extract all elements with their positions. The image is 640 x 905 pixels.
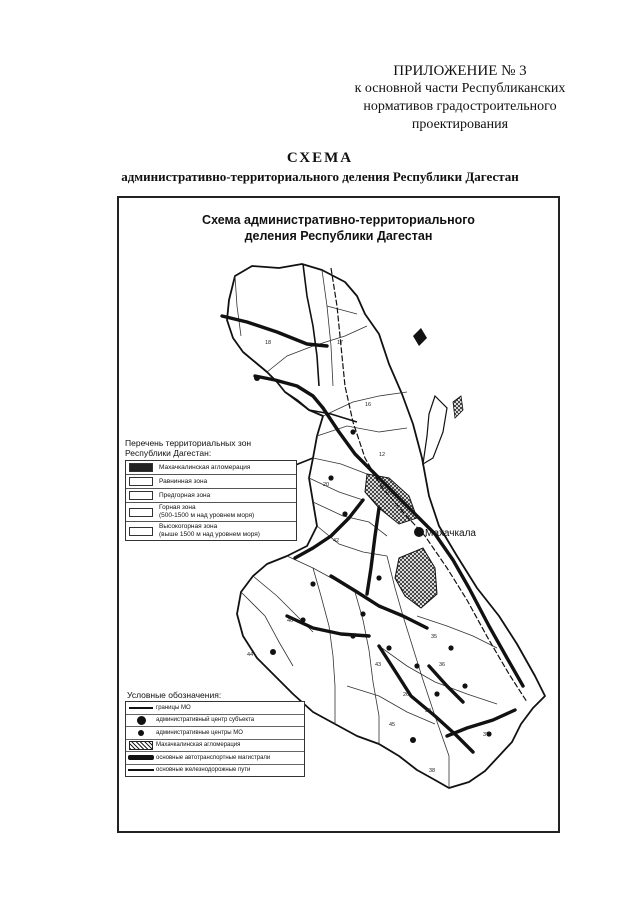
region-number: 12 bbox=[379, 452, 386, 458]
region-number: 37 bbox=[483, 732, 490, 738]
region-number: 45 bbox=[389, 722, 396, 728]
admin-center-dot bbox=[254, 375, 260, 381]
region-number: 30 bbox=[425, 708, 432, 714]
region-number: 35 bbox=[431, 634, 438, 640]
admin-center-dot bbox=[434, 691, 439, 696]
appendix-line: проектирования bbox=[411, 117, 509, 132]
legend-label: основные автотранспортные магистрали bbox=[156, 754, 271, 761]
admin-center-dot bbox=[328, 475, 333, 480]
legend bbox=[125, 701, 305, 777]
legend-label: границы МО bbox=[156, 704, 191, 711]
legend-row bbox=[126, 702, 304, 715]
zone-label-group bbox=[159, 503, 254, 521]
border-line-icon bbox=[129, 707, 153, 709]
region-number: 46 bbox=[287, 618, 294, 624]
zone-row bbox=[126, 522, 296, 540]
road-icon bbox=[128, 755, 154, 760]
admin-center-dot bbox=[350, 633, 355, 638]
legend-label: административные центры МО bbox=[156, 729, 243, 736]
appendix-line: нормативов градостроительного bbox=[363, 99, 557, 114]
legend-label: основные железнодорожные пути bbox=[156, 767, 251, 774]
railway-icon bbox=[128, 769, 154, 771]
map-title-line: Схема административно-территориального bbox=[202, 213, 475, 227]
appendix-title: ПРИЛОЖЕНИЕ № 3 bbox=[393, 63, 527, 79]
scheme-subtitle: административно-территориального деления Республики Дагестан bbox=[121, 169, 519, 184]
zone-swatch bbox=[129, 491, 153, 500]
admin-center-dot bbox=[342, 511, 347, 516]
zone-label: Высокогорная зона bbox=[159, 523, 218, 530]
legend-row bbox=[126, 765, 304, 777]
zone-swatch bbox=[129, 463, 153, 472]
admin-center-dot bbox=[462, 683, 467, 688]
admin-center-dot bbox=[410, 737, 416, 743]
legend-label: Махачкалинская агломерация bbox=[156, 742, 241, 749]
zone-label-group bbox=[159, 522, 260, 540]
zone-label: Горная зона bbox=[159, 504, 196, 511]
region-number: 38 bbox=[429, 768, 436, 774]
admin-center-dot bbox=[310, 581, 315, 586]
scheme-title: СХЕМА bbox=[286, 150, 354, 166]
region-number: 42 bbox=[333, 538, 340, 544]
region-number: 44 bbox=[247, 652, 254, 658]
region-number: 18 bbox=[265, 340, 272, 346]
legend-label: административный центр субъекта bbox=[156, 717, 255, 724]
zone-sublabel: (выше 1500 м над уровнем моря) bbox=[159, 531, 260, 538]
appendix-line: к основной части Республиканских bbox=[354, 81, 566, 96]
map-title-line: деления Республики Дагестан bbox=[244, 229, 433, 243]
zone-row bbox=[126, 461, 296, 475]
zone-row bbox=[126, 489, 296, 503]
legend-row bbox=[126, 752, 304, 765]
legend-row bbox=[126, 740, 304, 753]
admin-center-dot bbox=[386, 645, 391, 650]
capital-dot bbox=[414, 527, 424, 537]
hatch-icon bbox=[129, 741, 153, 750]
zones-heading bbox=[125, 438, 300, 458]
zones-list bbox=[125, 460, 297, 541]
legend-row bbox=[126, 727, 304, 740]
admin-center-dot bbox=[448, 645, 453, 650]
admin-center-dot bbox=[376, 575, 381, 580]
admin-center-dot bbox=[414, 663, 419, 668]
zone-row bbox=[126, 475, 296, 489]
zone-label: Предгорная зона bbox=[159, 491, 211, 499]
region-number: 16 bbox=[365, 402, 372, 408]
admin-center-dot bbox=[300, 617, 305, 622]
region-number: 20 bbox=[323, 482, 330, 488]
zone-swatch bbox=[129, 477, 153, 486]
zone-swatch bbox=[129, 508, 153, 517]
admin-center-dot bbox=[360, 611, 365, 616]
region-number: 26 bbox=[403, 692, 410, 698]
city-label-makhachkala: Махачкала bbox=[425, 528, 476, 539]
region-number: 36 bbox=[439, 662, 446, 668]
zone-row bbox=[126, 503, 296, 522]
zones-heading-line: Республики Дагестан: bbox=[125, 448, 212, 458]
capital-dot-icon bbox=[137, 716, 146, 725]
legend-heading: Условные обозначения: bbox=[127, 690, 222, 700]
appendix-header bbox=[350, 62, 570, 134]
zone-sublabel: (500-1500 м над уровнем моря) bbox=[159, 512, 255, 519]
zone-label: Махачкалинская агломерация bbox=[159, 463, 251, 471]
admin-center-dot-icon bbox=[138, 730, 144, 736]
admin-center-dot bbox=[350, 429, 355, 434]
zone-label: Равнинная зона bbox=[159, 477, 208, 485]
legend-row bbox=[126, 715, 304, 728]
region-number: 17 bbox=[337, 340, 344, 346]
region-number: 43 bbox=[375, 662, 382, 668]
admin-center-dot bbox=[270, 649, 276, 655]
zone-swatch bbox=[129, 527, 153, 536]
zones-heading-line: Перечень территориальных зон bbox=[125, 438, 252, 448]
